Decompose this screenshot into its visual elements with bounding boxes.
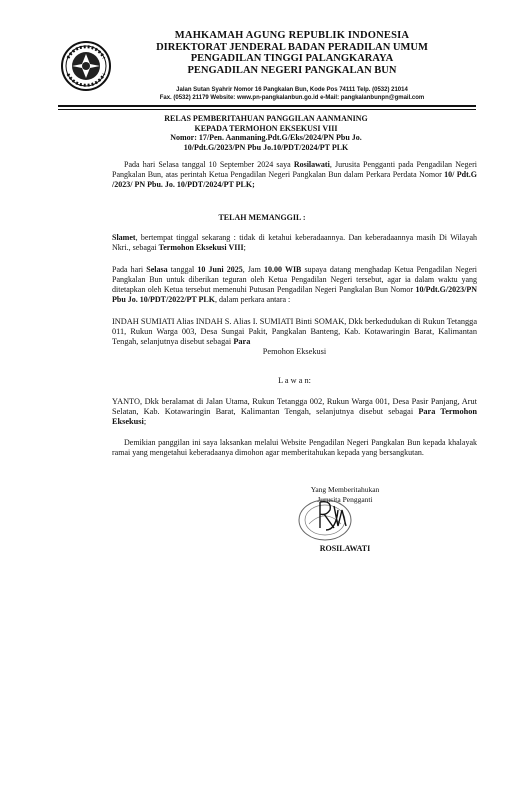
p3-pre: Pada hari <box>112 265 147 274</box>
address-line-2: Fax. (0532) 21179 Website: www.pn-pangkalanbun.go.id e-Mail: pangkalanbunpn@gmail.com <box>159 95 425 101</box>
p5-text: YANTO, Dkk beralamat di Jalan Utama, Rukun Tetangga 002, Rukun Warga 001, Desa Pasir Panjang, Arut Selatan, Kab. Kotawaringin Barat, Kalimantan Tengah, selanjutnya disebut sebagai <box>112 397 477 416</box>
p3-post: supaya datang menghadap Ketua Pengadilan Negeri Pangkalan Bun untuk diberikan teguran oleh Ketua Pengadilan Negeri tersebut, agar ia dalam waktu yang ditetapkan oleh Ketua tersebut memenuhi Putusan Pengadilan Negeri Pangkalan Bun Nomor <box>112 265 478 294</box>
p3-day: Selasa <box>146 265 168 274</box>
letterhead-line-3: PENGADILAN TINGGI PALANGKARAYA <box>190 53 394 64</box>
p2-text: , bertempat tinggal sekarang : tidak di ketahui keberadaannya. Dan keberadaannya masih Di Wilayah Nkri., sebagai <box>112 233 477 252</box>
signature-line-2: Jurusita Pengganti <box>317 495 373 504</box>
letterhead-line-2: DIREKTORAT JENDERAL BADAN PERADILAN UMUM <box>156 41 428 53</box>
signatory-name: ROSILAWATI <box>319 544 371 553</box>
p5-role: Para Termohon Eksekusi <box>112 407 477 426</box>
letterhead-line-4: PENGADILAN NEGERI PANGKALAN BUN <box>187 64 397 76</box>
title-line-3: Nomor: 17/Pen. Aanmaning.Pdt.G/Eks/2024/PN Pbu Jo. <box>170 133 362 142</box>
p3-time: 10.00 WIB <box>263 265 302 274</box>
heading-memanggil: TELAH MEMANGGIL : <box>218 213 306 222</box>
p4-role: Para <box>233 337 251 346</box>
paragraph-closing: Demikian panggilan ini saya laksankan melalui Website Pengadilan Negeri Pangkalan Bun kepada khalayak ramai yang mengetahui keberadaanya dimohon agar memberitahukan kepada yang bersangkutan. <box>112 438 477 457</box>
p5-end: ; <box>143 417 147 426</box>
p1-case: 10/ Pdt.G /2023/ PN Pbu. Jo. 10/PDT/2024/PT PLK; <box>112 170 477 189</box>
p3-date: 10 Juni 2025 <box>197 265 243 274</box>
header-rule-thick <box>58 105 476 107</box>
heading-lawan: L a w a n: <box>278 376 311 385</box>
paragraph-applicant <box>112 317 477 357</box>
court-emblem-icon <box>60 40 112 92</box>
paragraph-respondent <box>112 397 477 427</box>
signature-line-1: Yang Memberitahukan <box>310 485 380 494</box>
p3-mid2: , Jam <box>242 265 264 274</box>
p3-end: , dalam perkara antara : <box>214 295 291 304</box>
header-rule-thin <box>58 109 476 110</box>
handwritten-signature-icon <box>312 496 352 536</box>
letterhead-address <box>112 86 472 102</box>
p1-pre: Pada hari Selasa tanggal 10 September 2024 saya <box>124 160 294 169</box>
p1-post: , Jurusita Pengganti pada Pengadilan Negeri Pangkalan Bun, atas perintah Ketua Pengadilan Negeri Pangkalan Bun dalam Perkara Perdata Nomor <box>112 160 477 179</box>
address-line-1: Jalan Sutan Syahrir Nomor 16 Pangkalan Bun, Kode Pos 74111 Telp. (0532) 21014 <box>176 87 408 93</box>
p2-role: Termohon Eksekusi VIII <box>158 243 244 252</box>
title-line-1: RELAS PEMBERITAHUAN PANGGILAN AANMANING <box>164 114 368 123</box>
p2-name: Slamet <box>112 233 136 242</box>
p4-role2: Pemohon Eksekusi <box>262 347 327 356</box>
p1-name: Rosilawati <box>293 160 330 169</box>
letterhead <box>112 30 472 76</box>
p4-text: INDAH SUMIATI Alias INDAH S. Alias I. SUMIATI Binti SOMAK, Dkk berkedudukan di Rukun Tetangga 011, Rukun Warga 003, Desa Sungai Pakit, Pangkalan Banteng, Kab. Kotawaringin Barat, Kalimantan Tengah, selanjutnya disebut sebagai <box>112 317 477 346</box>
title-line-4: 10/Pdt.G/2023/PN Pbu Jo.10/PDT/2024/PT PLK <box>183 142 349 152</box>
document-title <box>96 114 436 152</box>
p3-mid: tanggal <box>167 265 198 274</box>
paragraph-schedule <box>112 265 477 305</box>
paragraph-opening <box>112 160 477 190</box>
letterhead-line-1: MAHKAMAH AGUNG REPUBLIK INDONESIA <box>174 30 410 41</box>
title-line-2: KEPADA TERMOHON EKSEKUSI VIII <box>194 123 338 133</box>
p3-case: 10/Pdt.G/2023/PN Pbu Jo. 10/PDT/2022/PT PLK <box>112 285 477 304</box>
paragraph-called-party <box>112 233 477 253</box>
p2-end: ; <box>243 243 246 252</box>
